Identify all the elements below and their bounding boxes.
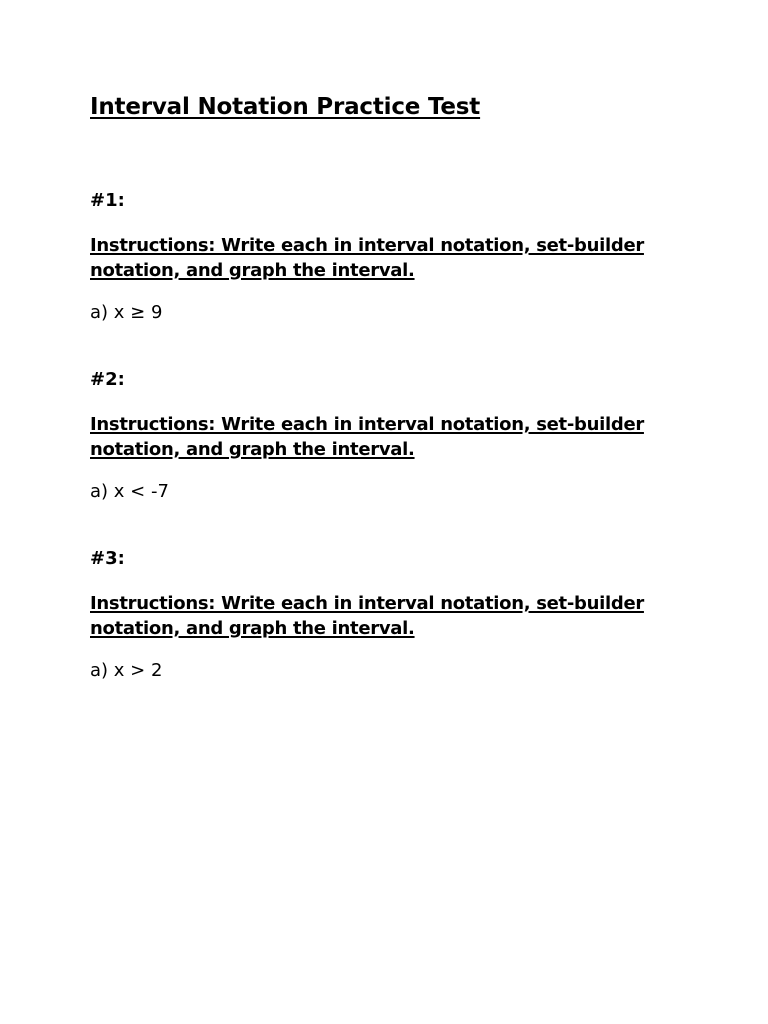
problem-instructions: Instructions: Write each in interval notation, set-builder notation, and graph the interval. [90, 235, 644, 281]
problem-item: a) x ≥ 9 [90, 302, 163, 323]
problem-2 [90, 369, 690, 502]
problem-3 [90, 548, 690, 681]
problem-instructions: Instructions: Write each in interval notation, set-builder notation, and graph the interval. [90, 414, 644, 460]
problem-1 [90, 190, 690, 323]
problem-instructions: Instructions: Write each in interval notation, set-builder notation, and graph the interval. [90, 593, 644, 639]
problem-number: #1: [90, 190, 125, 211]
page-title: Interval Notation Practice Test [90, 94, 481, 120]
problem-item: a) x < -7 [90, 481, 169, 502]
problem-number: #2: [90, 369, 125, 390]
problem-number: #3: [90, 548, 125, 569]
problem-item: a) x > 2 [90, 660, 163, 681]
